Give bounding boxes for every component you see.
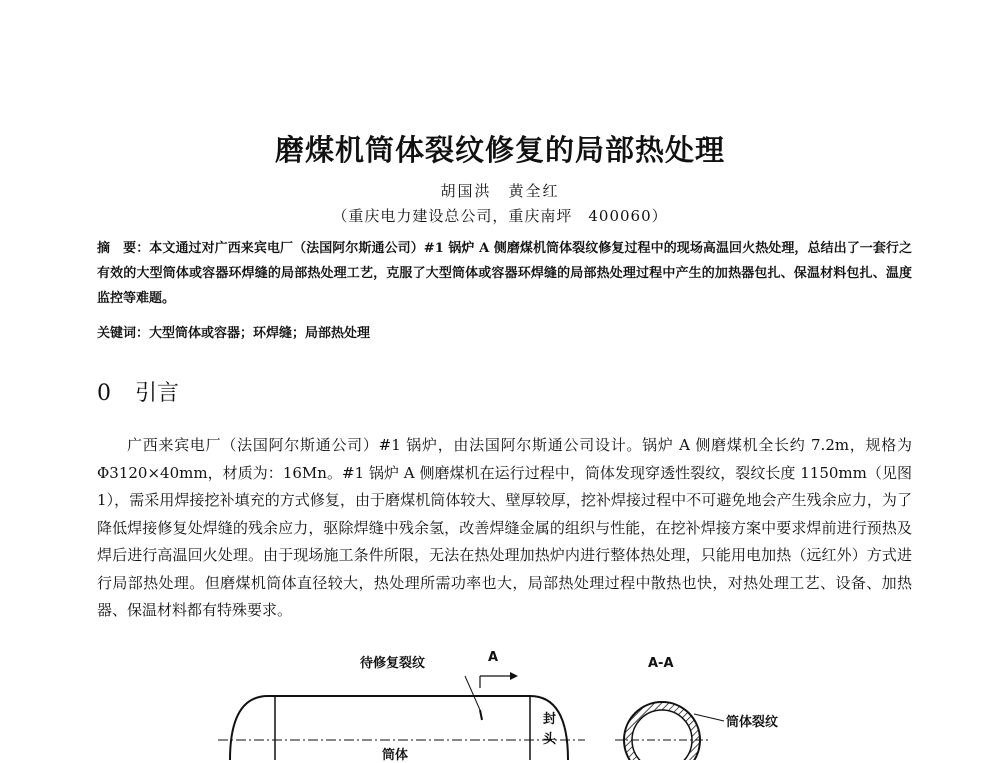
figure-drawing: [200, 648, 820, 760]
drum-body-label: 筒体: [382, 748, 409, 763]
keywords-text: 大型筒体或容器；环焊缝；局部热处理: [149, 326, 371, 341]
section-crack-label: 筒体裂纹: [726, 715, 779, 730]
figure-1: [200, 648, 820, 763]
section-number: 0: [97, 381, 111, 406]
section-mark: A: [488, 650, 499, 665]
abstract-label: 摘 要：: [97, 241, 150, 256]
paper-title: 磨煤机筒体裂纹修复的局部热处理: [274, 133, 725, 167]
abstract-text: 本文通过对广西来宾电厂（法国阿尔斯通公司）#1 锅炉 A 侧磨煤机筒体裂纹修复过程中的现场高温回火热处理，总结出了一套行之有效的大型筒体或容器环焊缝的局部热处理工艺，克服了大型筒体或容器环焊缝的局部热处理过程中产生的加热器包扎、保温材料包扎、温度监控等难题。: [97, 241, 912, 306]
body-paragraph: 广西来宾电厂（法国阿尔斯通公司）#1 锅炉，由法国阿尔斯通公司设计。锅炉 A 侧磨煤机全长约 7.2m，规格为Φ3120×40mm，材质为：16Mn。#1 锅炉 A 侧磨煤机在运行过程中，筒体发现穿透性裂纹，裂纹长度 1150mm（见图 1），需采用焊接挖补填充的方式修复，由于磨煤机筒体较大、壁厚较厚，挖补焊接过程中不可避免地会产生残余应力，为了降低焊接修复处焊缝的残余应力，驱除焊缝中残余氢，改善焊缝金属的组织与性能，在挖补焊接方案中要求焊前进行预热及焊后进行高温回火处理。由于现场施工条件所限，无法在热处理加热炉内进行整体热处理，只能用电加热（远红外）方式进行局部热处理。但磨煤机筒体直径较大，热处理所需功率也大，局部热处理过程中散热也快，对热处理工艺、设备、加热器、保温材料都有特殊要求。: [97, 436, 912, 619]
crack-label: 待修复裂纹: [360, 656, 426, 671]
section-arrow-head: [510, 672, 518, 680]
authors: 胡国洪 黄全红: [440, 182, 560, 200]
keywords-label: 关键词：: [97, 326, 150, 341]
section-title: 引言: [135, 381, 180, 406]
crack-mark: [480, 710, 482, 720]
drum-outline: [230, 696, 268, 760]
section-title: A-A: [648, 656, 674, 671]
end-cap-label-1: 封: [543, 712, 557, 727]
affiliation: （重庆电力建设总公司，重庆南坪 400060）: [332, 207, 668, 225]
end-cap-label-2: 头: [543, 732, 557, 747]
abstract: [97, 236, 912, 311]
keywords: [97, 322, 912, 341]
section-crack-leader: [694, 714, 724, 721]
crack-leader: [465, 676, 480, 710]
section-heading: [97, 376, 179, 407]
